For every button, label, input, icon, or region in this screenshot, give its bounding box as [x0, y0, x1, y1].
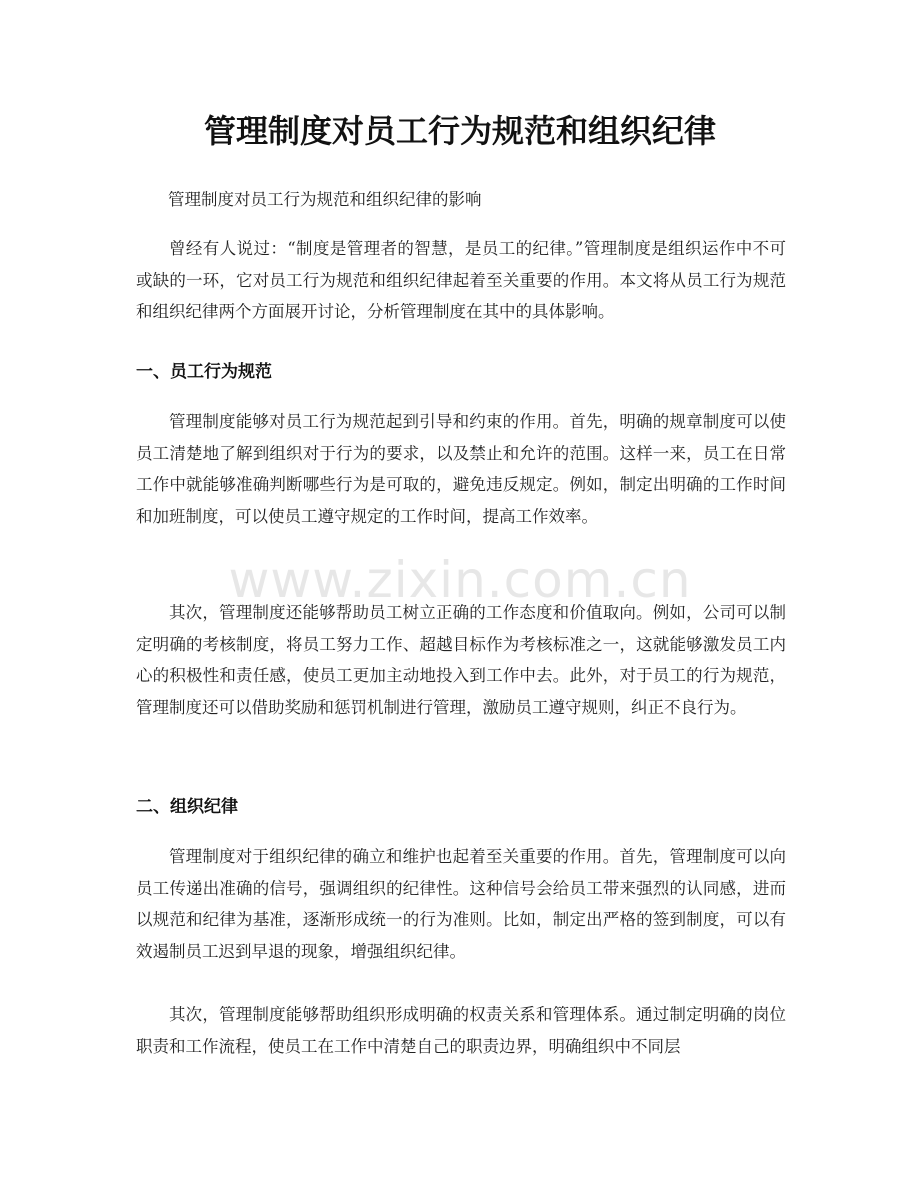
paragraph-behavior-1: 管理制度能够对员工行为规范起到引导和约束的作用。首先，明确的规章制度可以使员工清楚地了解到组织对于行为的要求，以及禁止和允许的范围。这样一来，员工在日常工作中就能够准确判断哪些行为是可取的，避免违反规定。例如，制定出明确的工作时间和加班制度，可以使员工遵守规定的工作时间，提高工作效率。 [136, 412, 786, 526]
paragraph-discipline-2: 其次，管理制度能够帮助组织形成明确的权责关系和管理体系。通过制定明确的岗位职责和工作流程，使员工在工作中清楚自己的职责边界，明确组织中不同层 [136, 1005, 786, 1056]
intro-paragraph: 曾经有人说过：“制度是管理者的智慧，是员工的纪律。”管理制度是组织运作中不可或缺的一环，它对员工行为规范和组织纪律起着至关重要的作用。本文将从员工行为规范和组织纪律两个方面展开讨论，分析管理制度在其中的具体影响。 [136, 239, 786, 321]
section-heading-discipline: 二、组织纪律 [136, 797, 238, 817]
watermark: www.zixin.com.cn [228, 551, 692, 609]
paragraph-discipline-1: 管理制度对于组织纪律的确立和维护也起着至关重要的作用。首先，管理制度可以向员工传递出准确的信号，强调组织的纪律性。这种信号会给员工带来强烈的认同感，进而以规范和纪律为基准，逐渐形成统一的行为准则。比如，制定出严格的签到制度，可以有效遏制员工迟到早退的现象，增强组织纪律。 [136, 847, 786, 961]
document-title: 管理制度对员工行为规范和组织纪律 [203, 112, 716, 150]
section-heading-behavior: 一、员工行为规范 [136, 362, 272, 382]
paragraph-behavior-2: 其次，管理制度还能够帮助员工树立正确的工作态度和价值取向。例如，公司可以制定明确的考核制度，将员工努力工作、超越目标作为考核标准之一，这就能够激发员工内心的积极性和责任感，使员工更加主动地投入到工作中去。此外，对于员工的行为规范，管理制度还可以借助奖励和惩罚机制进行管理，激励员工遵守规则，纠正不良行为。 [136, 603, 786, 717]
document-subtitle: 管理制度对员工行为规范和组织纪律的影响 [168, 190, 482, 209]
